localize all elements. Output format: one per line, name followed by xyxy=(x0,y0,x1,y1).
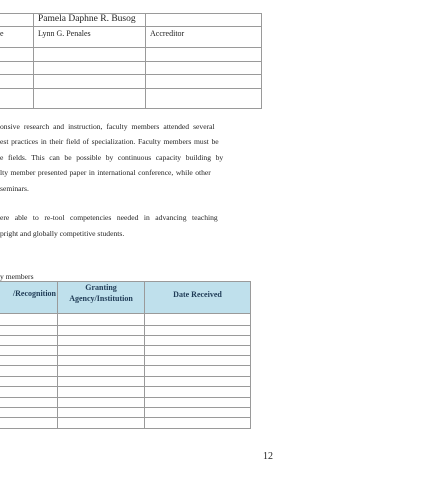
table-rule xyxy=(0,108,262,109)
table-rule xyxy=(0,61,262,62)
table-rule xyxy=(0,397,251,398)
table-rule xyxy=(0,428,251,429)
signatories-table xyxy=(0,13,262,109)
table-rule xyxy=(0,26,262,27)
column-header-agency-line1: Granting xyxy=(85,283,117,292)
column-header-recognition: /Recognition xyxy=(12,289,56,298)
paragraph-line: seminars. xyxy=(0,184,29,193)
table-rule xyxy=(145,13,146,109)
table-rule xyxy=(0,376,251,377)
table-rule xyxy=(0,365,251,366)
table-rule xyxy=(0,325,251,326)
table-rule xyxy=(261,13,262,109)
table-rule xyxy=(33,13,34,109)
page-number: 12 xyxy=(263,451,273,462)
column-header-agency-line2: Agency/Institution xyxy=(69,294,133,303)
paragraph-line: ere able to re-tool competencies needed in advancing teaching xyxy=(0,213,218,222)
paragraph-line: pright and globally competitive students. xyxy=(0,229,125,238)
table-rule xyxy=(0,417,251,418)
signatory-name: Lynn G. Penales xyxy=(38,29,91,38)
signatory-name: Pamela Daphne R. Busog xyxy=(38,14,136,24)
table-caption: y members xyxy=(0,272,34,281)
table-rule xyxy=(0,386,251,387)
table-rule xyxy=(0,345,251,346)
column-header-date-received: Date Received xyxy=(173,290,222,299)
paragraph-line: est practices in their field of specialization. Faculty members must be xyxy=(0,137,219,146)
table-rule xyxy=(0,281,251,282)
signatory-role: Accreditor xyxy=(150,29,185,38)
awards-table xyxy=(0,281,251,429)
table-rule xyxy=(0,407,251,408)
table-rule xyxy=(144,281,145,429)
table-rule xyxy=(0,335,251,336)
table-rule xyxy=(250,281,251,429)
table-rule xyxy=(0,313,251,314)
paragraph-line: lty member presented paper in international conference, while other xyxy=(0,168,211,177)
table-rule xyxy=(0,74,262,75)
role-fragment: e xyxy=(0,29,4,38)
table-rule xyxy=(0,355,251,356)
paragraph-line: onsive research and instruction, faculty members attended several xyxy=(0,122,215,131)
paragraph-line: e fields. This can be possible by continuous capacity building by xyxy=(0,153,224,162)
table-rule xyxy=(0,88,262,89)
table-rule xyxy=(0,47,262,48)
